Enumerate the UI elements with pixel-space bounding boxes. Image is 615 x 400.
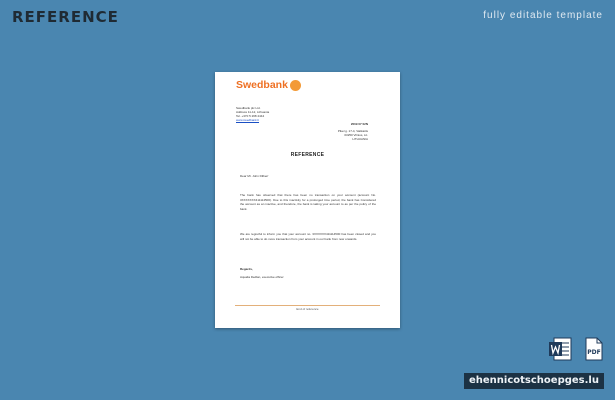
recipient-line: LITHUANIA [352, 137, 368, 141]
closing: Regards, [240, 267, 253, 271]
page-title: REFERENCE [12, 8, 119, 26]
recipient-line: Pikel g. 17-4, Vaitkaitis [337, 129, 368, 133]
document-preview [215, 72, 400, 328]
brand-logo [236, 79, 301, 91]
recipient-address [338, 129, 368, 141]
site-banner[interactable]: ehennicotschoepges.lu [464, 373, 604, 389]
sender-line: Swedbank plc Ltd. [236, 106, 261, 110]
recipient-line: 03250 Vilnius, Lit. [344, 133, 368, 137]
brand-name: Swedbank [236, 79, 288, 91]
pdf-document-icon[interactable] [584, 337, 604, 361]
footer-divider [235, 305, 380, 306]
letter-date: 2009 07 02N [350, 122, 368, 126]
word-document-icon[interactable] [548, 337, 572, 361]
document-title: REFERENCE [290, 152, 325, 158]
sender-line: Address 11-12, Lithuania [236, 110, 270, 114]
sender-line: Tel. +370 5 268 4444 [236, 114, 265, 118]
oak-leaf-icon [290, 80, 301, 91]
sender-website-link[interactable]: www.swedbank.lt [236, 118, 260, 122]
signer: Aqualia Dedlan, executive officer [240, 275, 284, 279]
pdf-icon-label: PDF [587, 349, 601, 356]
body-paragraph: We are regretful to inform you that your account no. 3XXXXXX411114500 has been closed and you will not be able to do more transaction from your account in our bank from now onwards. [240, 232, 376, 241]
salutation: Dear Mr. John Dilberr [240, 174, 269, 178]
tagline: fully editable template [483, 10, 603, 21]
footer-text: End of reference [296, 307, 319, 311]
sender-address [236, 106, 269, 122]
body-paragraph: The bank has observed that there has been no transaction on your account (account No. 3XXXXXXX411114500). Due to this inactivity for a prolonged time period, the bank has Considered the account as an inactive, and therefore, the bank is taking your account to as per the policy of the bank. [240, 193, 376, 211]
